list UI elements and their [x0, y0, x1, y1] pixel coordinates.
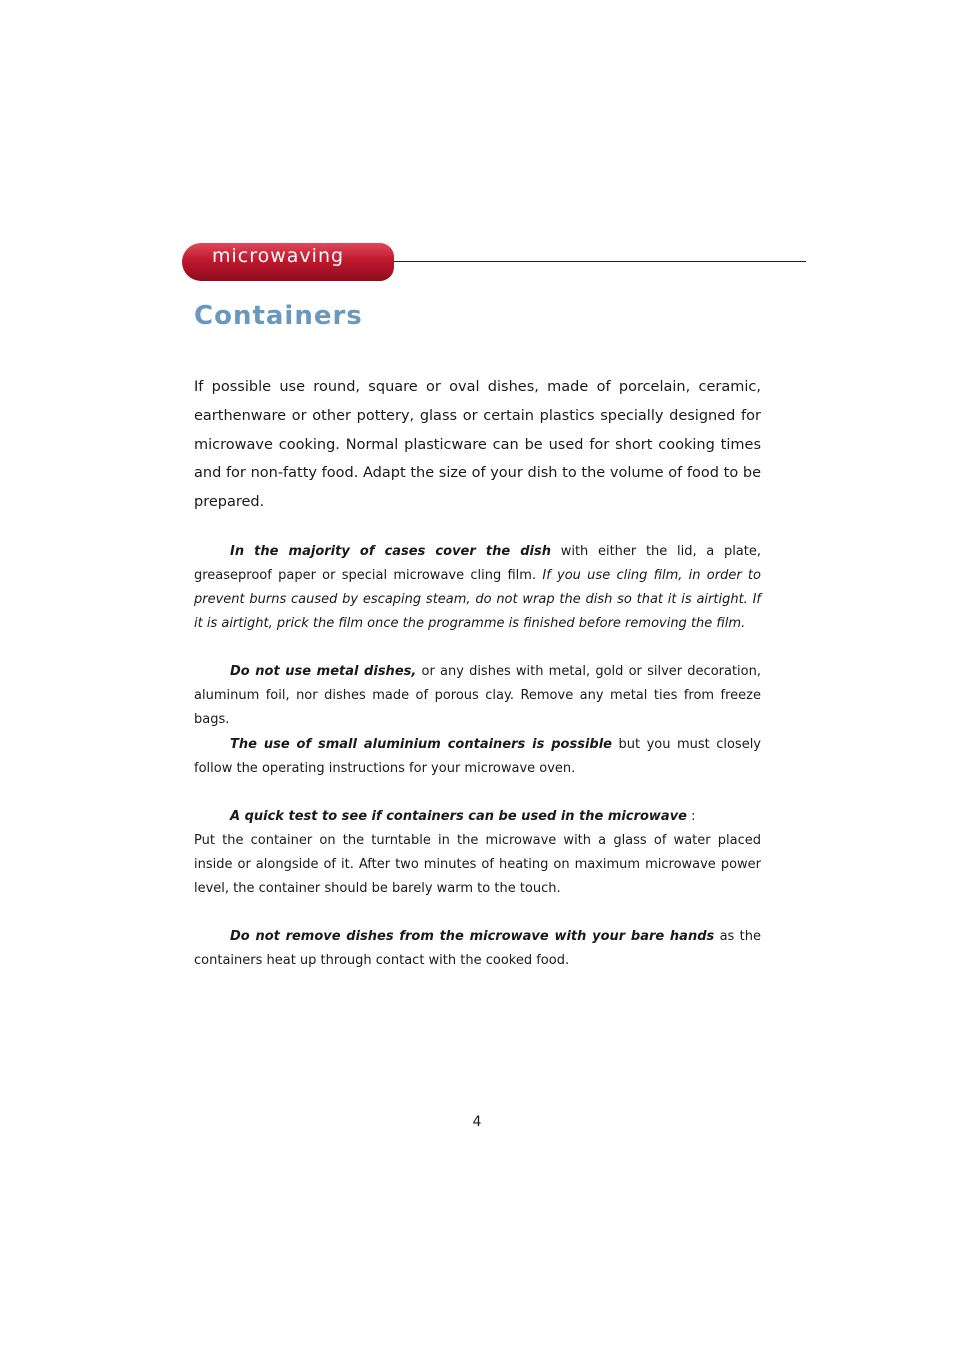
paragraph-lead: In the majority of cases cover the dish: [230, 544, 551, 559]
paragraph-metal-dishes: [194, 660, 761, 732]
paragraph-body: Put the container on the turntable in the microwave with a glass of water placed inside or alongside of it. After two minutes of heating on maximum microwave power level, the container should be barely warm to the touch.: [194, 833, 761, 896]
paragraph-bare-hands: [194, 925, 761, 973]
paragraph-lead: Do not remove dishes from the microwave with your bare hands: [230, 929, 715, 944]
paragraph-lead-suffix: :: [687, 809, 696, 824]
paragraph-quick-test: [194, 805, 761, 901]
paragraph-italic-note: If you use cling film, in order to prevent burns caused by escaping steam, do not wrap the dish so that it is airtight. If it is airtight, prick the film once the programme is finished before removing the film.: [194, 568, 761, 631]
section-tab: [182, 243, 394, 281]
section-label: microwaving: [212, 245, 345, 267]
paragraph-cover-dish: [194, 540, 761, 636]
intro-paragraph: If possible use round, square or oval dishes, made of porcelain, ceramic, earthenware or other pottery, glass or certain plastics specially designed for microwave cooking. Normal plasticware can be used for short cooking times and for non-fatty food. Adapt the size of your dish to the volume of food to be prepared.: [194, 379, 761, 511]
paragraph-lead: A quick test to see if containers can be used in the microwave: [230, 809, 687, 824]
paragraph-aluminium-containers: [194, 733, 761, 781]
paragraph-body: or any dishes with metal, gold or silver decoration, aluminum foil, nor dishes made of porous clay. Remove any metal ties from freeze bags.: [194, 664, 761, 727]
header-rule: [394, 261, 806, 262]
paragraph-lead: The use of small aluminium containers is possible: [230, 737, 612, 752]
page-number: 4: [472, 1114, 482, 1130]
paragraph-lead: Do not use metal dishes,: [230, 664, 417, 679]
paragraph-body: but you must closely follow the operating instructions for your microwave oven.: [194, 737, 761, 776]
paragraph-body: with either the lid, a plate, greaseproof paper or special microwave cling film.: [194, 544, 761, 583]
paragraph-body: as the containers heat up through contact with the cooked food.: [194, 929, 761, 968]
page-title: Containers: [194, 301, 363, 331]
